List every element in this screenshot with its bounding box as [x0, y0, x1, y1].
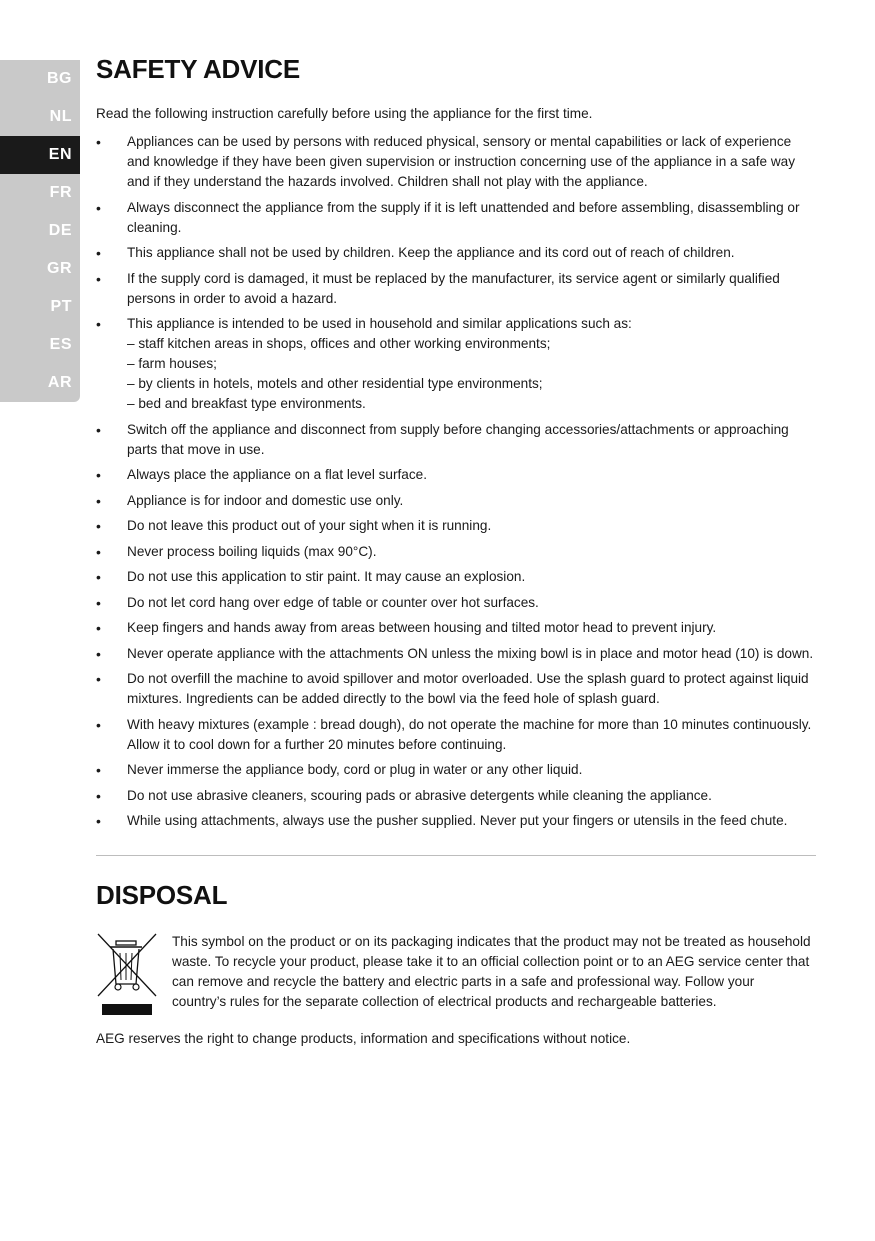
- lang-tab-bg[interactable]: BG: [47, 70, 72, 87]
- safety-item-text: Switch off the appliance and disconnect from supply before changing accessories/attachments or approaching parts that move in use.: [127, 421, 789, 457]
- page-content: [96, 52, 816, 1063]
- bullet-icon: •: [96, 134, 101, 150]
- language-tabs: [0, 60, 80, 402]
- safety-item: [96, 243, 816, 263]
- bullet-icon: •: [96, 421, 101, 438]
- safety-item: [96, 516, 816, 536]
- lang-tab-ar[interactable]: AR: [47, 374, 72, 391]
- safety-item: [96, 314, 816, 414]
- bullet-icon: •: [96, 492, 101, 509]
- bullet-icon: •: [96, 543, 101, 560]
- safety-item-text: Appliance is for indoor and domestic use only.: [127, 492, 404, 508]
- safety-subitem: – farm houses;: [127, 356, 217, 371]
- bullet-icon: •: [96, 467, 101, 483]
- safety-item: [96, 715, 816, 755]
- safety-item-text: If the supply cord is damaged, it must be replaced by the manufacturer, its service agent or similarly qualified persons in order to avoid a hazard.: [127, 270, 780, 306]
- safety-subitem: – by clients in hotels, motels and other residential type environments;: [127, 376, 543, 391]
- section-divider: [96, 855, 816, 856]
- weee-crossed-bin-icon: [96, 932, 172, 1021]
- safety-item-text: Do not use this application to stir paint. It may cause an explosion.: [127, 569, 526, 584]
- safety-item-text: Appliances can be used by persons with reduced physical, sensory or mental capabilities or lack of experience and knowledge if they have been given supervision or instruction concerning use of the appliance in a safe way and if they understand the hazards involved. Children shall not play with the appliance.: [127, 134, 796, 189]
- safety-subitem: – staff kitchen areas in shops, offices and other working environments;: [127, 336, 551, 351]
- safety-item: [96, 132, 816, 192]
- bullet-icon: •: [96, 645, 101, 662]
- safety-item: [96, 593, 816, 613]
- footer-note: AEG reserves the right to change products, information and specifications without notice.: [96, 1031, 631, 1046]
- bullet-icon: •: [96, 245, 101, 261]
- disposal-block: [96, 932, 816, 1021]
- safety-item-text: Always disconnect the appliance from the supply if it is left unattended and before assembling, disassembling or cleaning.: [127, 199, 800, 235]
- bullet-icon: •: [96, 716, 101, 733]
- safety-item-text: This appliance is intended to be used in household and similar applications such as:: [127, 316, 632, 331]
- bullet-icon: •: [96, 594, 101, 611]
- safety-item-text: Do not let cord hang over edge of table or counter over hot surfaces.: [127, 594, 539, 610]
- lang-tab-de[interactable]: DE: [48, 222, 72, 239]
- bullet-icon: •: [96, 620, 101, 636]
- safety-intro: Read the following instruction carefully before using the appliance for the first time.: [96, 106, 593, 121]
- safety-item-text: Never immerse the appliance body, cord or plug in water or any other liquid.: [127, 762, 583, 777]
- safety-item: [96, 491, 816, 511]
- bullet-icon: •: [96, 316, 101, 332]
- safety-item: [96, 760, 816, 780]
- safety-item: [96, 669, 816, 709]
- safety-item-text: Never operate appliance with the attachments ON unless the mixing bowl is in place and motor head (10) is down.: [127, 645, 814, 661]
- disposal-text: This symbol on the product or on its packaging indicates that the product may not be treated as household waste. To recycle your product, please take it to an official collection point or to an AEG service center that can remove and recycle the battery and electric parts in a safe and professional way. Follow your country’s rules for the separate collection of electrical products and rechargeable batteries.: [172, 934, 811, 1009]
- safety-item-text: Keep fingers and hands away from areas between housing and tilted motor head to prevent injury.: [127, 620, 717, 635]
- bullet-icon: •: [96, 270, 101, 287]
- disposal-title: DISPOSAL: [96, 880, 228, 910]
- bullet-icon: •: [96, 199, 101, 216]
- safety-item: [96, 420, 816, 460]
- bullet-icon: •: [96, 569, 101, 585]
- safety-item-text: Always place the appliance on a flat level surface.: [127, 467, 427, 482]
- safety-item: [96, 811, 816, 831]
- safety-item: [96, 786, 816, 806]
- safety-list: [96, 132, 816, 831]
- bullet-icon: •: [96, 671, 101, 687]
- bullet-icon: •: [96, 813, 101, 829]
- lang-tab-es[interactable]: ES: [49, 336, 72, 353]
- safety-title: SAFETY ADVICE: [96, 54, 300, 84]
- bullet-icon: •: [96, 762, 101, 778]
- safety-item: [96, 567, 816, 587]
- safety-item: [96, 542, 816, 562]
- bullet-icon: •: [96, 787, 101, 804]
- safety-item-text: Never process boiling liquids (max 90°C).: [127, 543, 377, 559]
- safety-item: [96, 198, 816, 238]
- safety-item: [96, 618, 816, 638]
- safety-item: [96, 269, 816, 309]
- safety-subitem: – bed and breakfast type environments.: [127, 396, 366, 411]
- safety-item-text: Do not overfill the machine to avoid spillover and motor overloaded. Use the splash guard to protect against liquid mixtures. Ingredients can be added directly to the bowl via the feed hole of splash guard.: [127, 671, 809, 706]
- lang-tab-gr[interactable]: GR: [47, 260, 72, 277]
- lang-tab-en[interactable]: EN: [0, 136, 80, 174]
- safety-item-text: Do not use abrasive cleaners, scouring pads or abrasive detergents while cleaning the appliance.: [127, 787, 712, 803]
- lang-tab-fr[interactable]: FR: [49, 184, 72, 201]
- lang-tab-nl[interactable]: NL: [49, 108, 72, 125]
- bullet-icon: •: [96, 518, 101, 534]
- safety-item-text: This appliance shall not be used by children. Keep the appliance and its cord out of reach of children.: [127, 245, 735, 260]
- safety-item: [96, 465, 816, 485]
- lang-tab-pt[interactable]: PT: [50, 298, 72, 315]
- safety-item-text: Do not leave this product out of your sight when it is running.: [127, 518, 492, 533]
- safety-item-text: While using attachments, always use the pusher supplied. Never put your fingers or utensils in the feed chute.: [127, 813, 788, 828]
- safety-item: [96, 644, 816, 664]
- safety-item-text: With heavy mixtures (example : bread dough), do not operate the machine for more than 10 minutes continuously. Allow it to cool down for a further 20 minutes before continuing.: [127, 716, 812, 752]
